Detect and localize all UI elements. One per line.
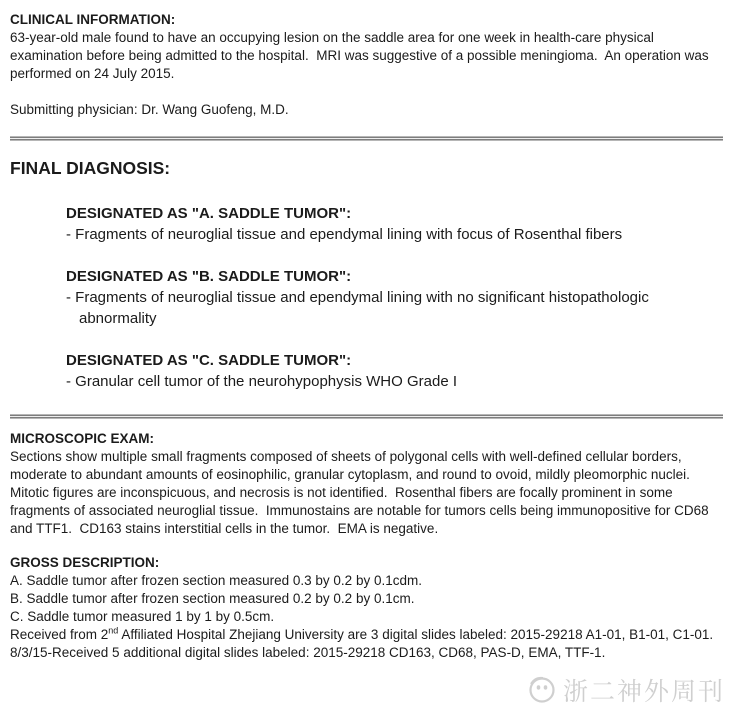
microscopic-exam-heading: MICROSCOPIC EXAM: <box>10 431 155 446</box>
diagnosis-finding-c: - Granular cell tumor of the neurohypophysis WHO Grade I <box>66 373 457 390</box>
watermark-text: 浙二神外周刊 <box>563 677 726 706</box>
clinical-information-heading: CLINICAL INFORMATION: <box>10 12 176 27</box>
final-diagnosis-heading: FINAL DIAGNOSIS: <box>10 158 171 178</box>
gross-specimen-b: B. Saddle tumor after frozen section measured 0.2 by 0.2 by 0.1cm. <box>10 591 415 606</box>
submitting-physician: Submitting physician: Dr. Wang Guofeng, M.D. <box>10 102 289 117</box>
gross-received-slides <box>10 626 723 644</box>
section-divider-bottom <box>10 414 723 419</box>
diagnosis-item-a <box>66 203 723 245</box>
gross-received-rest: Affiliated Hospital Zhejiang University are 3 digital slides labeled: 2015-29218 A1-01, B1-01, C1-01. <box>118 627 714 642</box>
diagnosis-finding-a: - Fragments of neuroglial tissue and ependymal lining with focus of Rosenthal fibers <box>66 226 623 243</box>
diagnosis-designation-b: DESIGNATED AS "B. SADDLE TUMOR": <box>66 268 352 285</box>
smiley-face-logo-icon <box>527 674 557 709</box>
gross-description-heading: GROSS DESCRIPTION: <box>10 555 160 570</box>
diagnosis-item-c <box>66 350 723 392</box>
wechat-watermark <box>527 674 725 709</box>
microscopic-exam-text: Sections show multiple small fragments composed of sheets of polygonal cells with well-defined cellular borders, moderate to abundant amounts of eosinophilic, granular cytoplasm, and round to ovoid, mildly pleomorphic nuclei. Mitotic figures are inconspicuous, and necrosis is not identified. Rosenthal fibers are focally prominent in some fragments of associated neuroglial tissue. Immunostains are notable for tumors cells being immunopositive for CD68 and TTF1. CD163 stains interstitial cells in the tumor. EMA is negative. <box>10 449 713 536</box>
gross-additional-slides: 8/3/15-Received 5 additional digital slides labeled: 2015-29218 CD163, CD68, PAS-D, EMA, TTF-1. <box>10 645 606 660</box>
gross-specimen-c: C. Saddle tumor measured 1 by 1 by 0.5cm. <box>10 609 275 624</box>
clinical-information-text: 63-year-old male found to have an occupying lesion on the saddle area for one week in health-care physical examination before being admitted to the hospital. MRI was suggestive of a possible meningioma. An operation was performed on 24 July 2015. <box>10 30 713 81</box>
diagnosis-finding-b: - Fragments of neuroglial tissue and ependymal lining with no significant histopathologic abnormality <box>66 289 654 327</box>
diagnosis-designation-a: DESIGNATED AS "A. SADDLE TUMOR": <box>66 205 352 222</box>
diagnosis-item-b <box>66 266 723 329</box>
gross-specimen-a: A. Saddle tumor after frozen section measured 0.3 by 0.2 by 0.1cdm. <box>10 573 422 588</box>
ordinal-superscript: nd <box>108 625 119 636</box>
section-divider-top <box>10 136 723 141</box>
gross-received-prefix: Received from 2 <box>10 627 109 642</box>
diagnosis-designation-c: DESIGNATED AS "C. SADDLE TUMOR": <box>66 352 352 369</box>
